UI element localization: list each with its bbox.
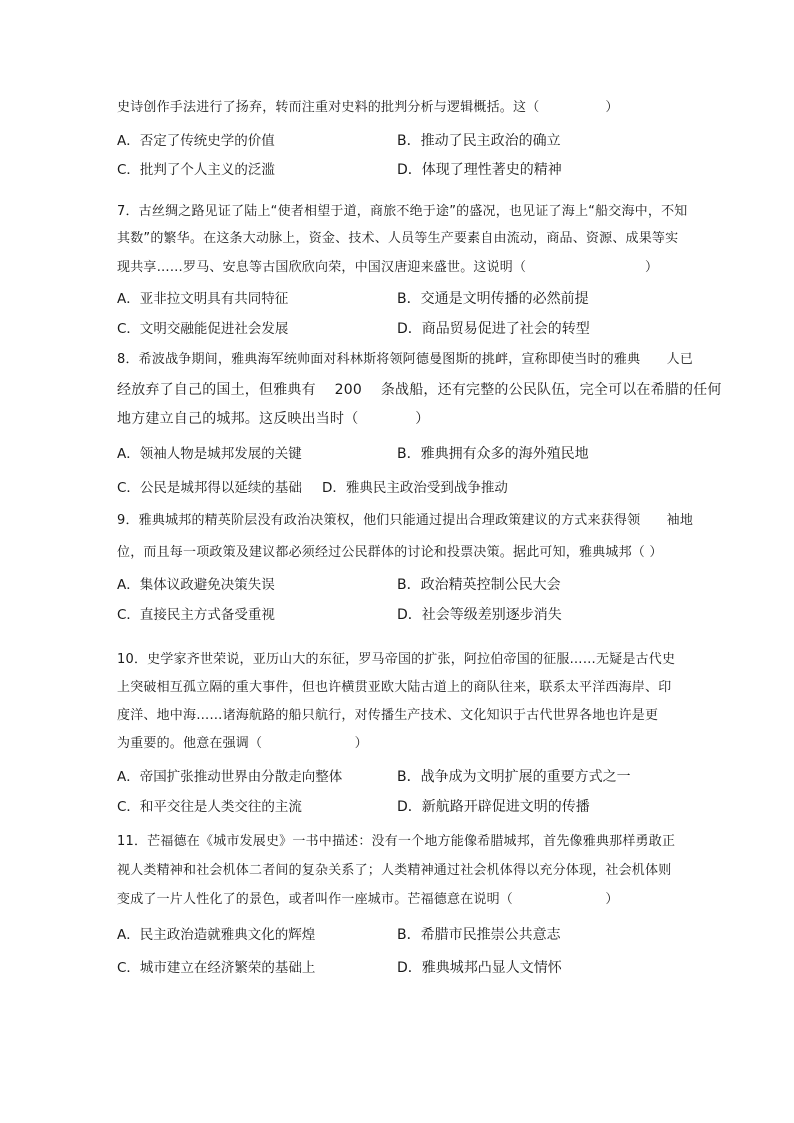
q10-stem-line-4: 为重要的。他意在强调（ ）: [117, 736, 368, 751]
q7-option-d: D．商品贸易促进了社会的转型: [397, 321, 590, 337]
q11-option-c: C．城市建立在经济繁荣的基础上: [117, 960, 316, 976]
q11-option-a: A．民主政治造就雅典文化的辉煌: [117, 927, 316, 943]
q7-options-row-1: [117, 289, 677, 309]
q8-option-b: B．雅典拥有众多的海外殖民地: [397, 446, 589, 462]
q7-stem-line-1: 7．古丝绸之路见证了陆上“使者相望于道，商旅不绝于途”的盛况，也见证了海上“船交海中，不知: [117, 204, 688, 219]
q6-option-c: C．批判了个人主义的泛滥: [117, 162, 275, 178]
q9-option-a: A．集体议政避免决策失误: [117, 577, 275, 593]
q9-option-c: C．直接民主方式备受重视: [117, 607, 275, 623]
q10-options-row-1: [117, 767, 677, 787]
q11-stem-line-2: 视人类精神和社会机体二者间的复杂关系了；人类精神通过社会机体得以充分体现，社会机体则: [117, 863, 672, 878]
q6-option-a: A．否定了传统史学的价值: [117, 133, 275, 149]
q8-stem-line-3: 地方建立自己的城邦。这反映出当时（ ）: [117, 411, 430, 427]
q9-stem-line-2: 位，而且每一项政策及建议都必须经过公民群体的讨论和投票决策。据此可知，雅典城邦（ ）: [117, 545, 663, 560]
q10-option-b: B．战争成为文明扩展的重要方式之一: [397, 769, 631, 785]
q9-option-d: D．社会等级差别逐步消失: [397, 607, 562, 623]
q11-options-row-1: [117, 925, 677, 945]
q11-stem-line-1: 11．芒福德在《城市发展史》一书中描述：没有一个地方能像希腊城邦，首先像雅典那样勇敢正: [117, 834, 676, 849]
q10-stem-line-1: 10．史学家齐世荣说，亚历山大的东征，罗马帝国的扩张，阿拉伯帝国的征服……无疑是古代史: [117, 652, 676, 667]
q6-stem-tail: 史诗创作手法进行了扬弃，转而注重对史料的批判分析与逻辑概括。这（ ）: [117, 100, 619, 115]
q7-stem-line-3: 现共享……罗马、安息等古国欣欣向荣，中国汉唐迎来盛世。这说明（ ）: [117, 260, 659, 275]
q10-stem-line-3: 度洋、地中海……诸海航路的船只航行，对传播生产技术、文化知识于古代世界各地也许是更: [117, 708, 659, 723]
q8-options-row-2: [117, 478, 677, 498]
q10-option-a: A．帝国扩张推动世界由分散走向整体: [117, 769, 343, 785]
q8-option-a: A．领袖人物是城邦发展的关键: [117, 446, 302, 462]
q7-option-a: A．亚非拉文明具有共同特征: [117, 291, 289, 307]
q6-options-row-2: [117, 160, 677, 180]
q6-option-b: B．推动了民主政治的确立: [397, 133, 561, 149]
q9-stem-line-1: 9．雅典城邦的精英阶层没有政治决策权，他们只能通过提出合理政策建议的方式来获得领 袖地: [117, 513, 694, 528]
q9-options-row-1: [117, 575, 677, 595]
q11-stem-line-3: 变成了一片人性化了的景色，或者叫作一座城市。芒福德意在说明（ ）: [117, 892, 619, 907]
q8-stem-line-1: 8．希波战争期间，雅典海军统帅面对科林斯将领阿德曼图斯的挑衅，宣称即使当时的雅典 人已: [117, 352, 694, 367]
q9-options-row-2: [117, 605, 677, 625]
q7-option-c: C．文明交融能促进社会发展: [117, 321, 289, 337]
q7-stem-line-2: 其数”的繁华。在这条大动脉上，资金、技术、人员等生产要素自由流动，商品、资源、成果等实: [117, 231, 679, 246]
q7-options-row-2: [117, 319, 677, 339]
q11-options-row-2: [117, 958, 677, 978]
q10-option-d: D．新航路开辟促进文明的传播: [397, 799, 590, 815]
q8-option-c: C．公民是城邦得以延续的基础: [117, 480, 302, 496]
q11-option-b: B．希腊市民推崇公共意志: [397, 927, 561, 943]
q10-options-row-2: [117, 797, 677, 817]
q6-options-row-1: [117, 131, 677, 151]
q8-option-d: D．雅典民主政治受到战争推动: [322, 480, 508, 496]
q11-option-d: D．雅典城邦凸显人文情怀: [397, 960, 562, 976]
q7-option-b: B．交通是文明传播的必然前提: [397, 291, 589, 307]
q10-option-c: C．和平交往是人类交往的主流: [117, 799, 302, 815]
q6-option-d: D．体现了理性著史的精神: [397, 162, 562, 178]
q8-options-row-1: [117, 444, 677, 464]
q10-stem-line-2: 上突破相互孤立隔的重大事件，但也许横贯亚欧大陆古道上的商队往来，联系太平洋西海岸、印: [117, 680, 672, 695]
q9-option-b: B．政治精英控制公民大会: [397, 577, 561, 593]
q8-stem-line-2: 经放弃了自己的国土，但雅典有 200 条战船，还有完整的公民队伍，完全可以在希腊的任何: [117, 382, 722, 398]
